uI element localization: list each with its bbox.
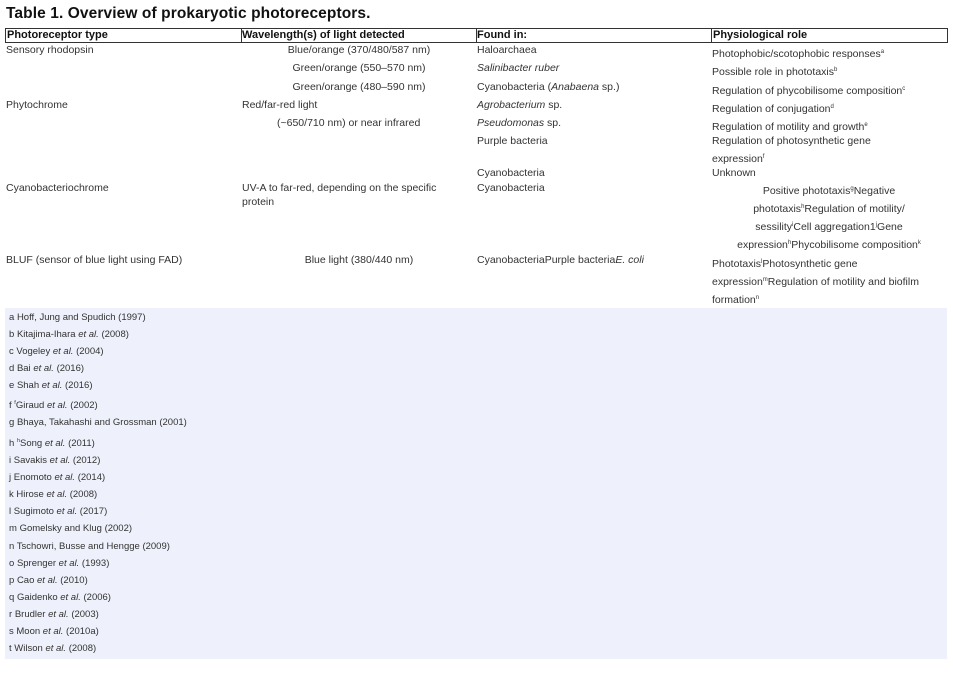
footnote-authors: Tschowri, Busse and Hengge (2009) xyxy=(16,541,170,552)
footnote-authors: Kitajima-Ihara xyxy=(16,329,76,340)
footnote-authors: Shah xyxy=(16,380,40,391)
footnote-item xyxy=(9,575,88,587)
footnote-authors: Enomoto xyxy=(13,472,52,483)
cell-physiological-role xyxy=(712,48,884,61)
footnote-authors: Brudler xyxy=(14,609,46,620)
footnote-marker: h xyxy=(787,240,792,246)
cell-physiological-role xyxy=(712,121,868,134)
footnote-letter: i xyxy=(9,455,12,466)
footnote-letter: q xyxy=(9,592,15,603)
table-header-row xyxy=(5,28,948,43)
cell-wavelength: Green/orange (550–570 nm) xyxy=(292,62,426,74)
organism-name: Agrobacterium xyxy=(477,99,546,111)
footnote-authors: Hirose xyxy=(16,489,44,500)
cell-wavelength: Blue light (380/440 nm) xyxy=(304,254,414,266)
footnote-item xyxy=(9,592,111,604)
cell-physiological-role xyxy=(708,203,950,216)
role-text: Regulation of motility/ xyxy=(804,203,905,215)
cell-found-in: Cyanobacteria xyxy=(477,182,545,194)
cell-photoreceptor-type: Sensory rhodopsin xyxy=(6,44,94,56)
footnote-year: (2010a) xyxy=(66,626,99,637)
footnote-authors: Gomelsky and Klug (2002) xyxy=(19,523,133,534)
organism-name: Pseudomonas xyxy=(477,117,545,129)
footnote-year: (2014) xyxy=(77,472,106,483)
footnote-etal: et al. xyxy=(45,643,67,654)
cell-wavelength: (~650/710 nm) or near infrared xyxy=(277,117,421,129)
footnote-authors: Wilson xyxy=(14,643,43,654)
role-text: Regulation of conjugation xyxy=(712,103,831,115)
footnote-letter: a xyxy=(9,312,15,323)
footnote-year: (2008) xyxy=(68,643,97,654)
footnote-item xyxy=(9,626,99,638)
header-wavelength: Wavelength(s) of light detected xyxy=(242,29,405,41)
cell-physiological-role: Unknown xyxy=(712,167,756,179)
footnote-letter: h xyxy=(9,438,15,449)
footnote-item xyxy=(9,523,132,535)
footnote-item xyxy=(9,417,187,429)
role-text: Possible role in phototaxis xyxy=(712,66,834,78)
cell-physiological-role xyxy=(712,276,919,289)
footnote-letter: f xyxy=(9,400,12,411)
footnote-letter: r xyxy=(9,609,13,620)
footnote-year: (2016) xyxy=(56,363,85,374)
cell-physiological-role xyxy=(708,221,950,234)
footnote-year: (2006) xyxy=(83,592,111,603)
header-found-in: Found in: xyxy=(477,29,528,41)
footnote-year: (2003) xyxy=(71,609,99,620)
role-text: Photosynthetic gene xyxy=(762,258,858,270)
footnote-authors: Giraud xyxy=(15,400,45,411)
footnote-item xyxy=(9,438,95,450)
footnote-year: (2012) xyxy=(72,455,101,466)
footnote-item xyxy=(9,506,107,518)
cell-physiological-role xyxy=(712,294,759,307)
footnote-item xyxy=(9,400,98,412)
cell-physiological-role xyxy=(712,66,837,79)
footnote-item xyxy=(9,380,92,392)
footnote-marker: h xyxy=(801,204,805,210)
footnote-letter: o xyxy=(9,558,15,569)
organism-name: Salinibacter ruber xyxy=(477,62,560,74)
footnote-marker: d xyxy=(830,104,834,110)
header-physiological-role: Physiological role xyxy=(713,29,808,41)
cell-wavelength: Red/far-red light xyxy=(242,99,318,111)
footnote-etal: et al. xyxy=(54,472,76,483)
cell-wavelength: UV-A to far-red, depending on the specific xyxy=(242,182,437,194)
footnote-marker: k xyxy=(917,240,921,246)
role-text: Photophobic/scotophobic responses xyxy=(712,48,881,60)
footnote-letter: n xyxy=(9,541,15,552)
footnote-authors: Bhaya, Takahashi and Grossman (2001) xyxy=(16,417,187,428)
cell-found-in: Purple bacteria xyxy=(477,135,548,147)
footnote-etal: et al. xyxy=(37,575,58,586)
footnote-item xyxy=(9,609,99,621)
footnote-item xyxy=(9,472,105,484)
footnote-letter: l xyxy=(9,506,12,517)
cell-physiological-role xyxy=(712,153,764,166)
cell-found-in xyxy=(477,81,619,94)
footnote-authors: Sugimoto xyxy=(13,506,54,517)
footnote-item xyxy=(9,363,84,375)
footnote-item xyxy=(9,329,129,341)
footnote-letter: t xyxy=(9,643,12,654)
footnote-year: (2008) xyxy=(101,329,129,340)
found-text: sp. xyxy=(545,99,563,111)
footnote-year: (2011) xyxy=(68,438,95,449)
found-text: Cyanobacteria ( xyxy=(477,81,552,93)
footnote-marker: g xyxy=(850,186,854,192)
footnote-marker: n xyxy=(755,295,760,301)
cell-physiological-role xyxy=(712,258,858,271)
role-text: Negative xyxy=(853,185,896,197)
footnote-marker: a xyxy=(880,49,885,55)
cell-found-in: Haloarchaea xyxy=(477,44,537,56)
footnote-marker: f xyxy=(762,154,765,160)
footnote-year: (2017) xyxy=(79,506,108,517)
footnote-authors: Hoff, Jung and Spudich (1997) xyxy=(16,312,146,323)
role-text: sessility xyxy=(755,221,793,233)
role-text: Regulation of motility and biofilm xyxy=(767,276,919,288)
footnote-year: (2016) xyxy=(65,380,93,391)
footnote-etal: et al. xyxy=(46,489,68,500)
footnote-letter: s xyxy=(9,626,14,637)
footnote-etal: et al. xyxy=(49,455,71,466)
footnote-letter: g xyxy=(9,417,15,428)
footnote-authors: Gaidenko xyxy=(16,592,58,603)
cell-physiological-role xyxy=(708,185,950,198)
footnote-etal: et al. xyxy=(48,609,69,620)
footnote-letter: c xyxy=(9,346,14,357)
footnote-marker: b xyxy=(834,67,838,73)
footnote-item xyxy=(9,455,100,467)
cell-found-in: Cyanobacteria xyxy=(477,167,545,179)
footnote-authors: Moon xyxy=(16,626,41,637)
footnote-etal: et al. xyxy=(46,400,68,411)
footnote-etal: et al. xyxy=(52,346,74,357)
organism-name: E. coli xyxy=(615,254,644,266)
cell-wavelength: protein xyxy=(242,196,275,208)
footnote-authors: Vogeley xyxy=(16,346,51,357)
found-text: sp.) xyxy=(599,81,620,93)
footnote-item xyxy=(9,346,104,358)
cell-physiological-role xyxy=(708,239,950,252)
footnote-year: (2004) xyxy=(76,346,104,357)
footnote-letter: e xyxy=(9,380,15,391)
footnote-item xyxy=(9,643,96,655)
footnote-authors: Savakis xyxy=(13,455,48,466)
table-title: Table 1. Overview of prokaryotic photoreceptors. xyxy=(6,5,371,22)
role-text: Gene xyxy=(877,221,903,233)
role-text: expression xyxy=(712,153,763,165)
footnote-etal: et al. xyxy=(58,558,80,569)
cell-physiological-role xyxy=(712,103,834,116)
footnote-year: (2008) xyxy=(69,489,98,500)
role-text: Phototaxis xyxy=(712,258,762,270)
footnote-item xyxy=(9,541,170,553)
footnotes-block xyxy=(5,308,947,659)
footnote-etal: et al. xyxy=(60,592,81,603)
role-text: Regulation of phycobilisome composition xyxy=(712,85,903,97)
cell-found-in xyxy=(477,254,644,267)
cell-photoreceptor-type: Cyanobacteriochrome xyxy=(6,182,109,194)
footnote-letter: d xyxy=(9,363,15,374)
footnote-etal: et al. xyxy=(42,626,64,637)
footnote-authors: Song xyxy=(20,438,43,449)
found-text: sp. xyxy=(544,117,562,129)
cell-physiological-role xyxy=(712,85,905,98)
role-text: Cell aggregation1 xyxy=(793,221,876,233)
footnote-marker: l xyxy=(761,259,763,265)
footnote-etal: et al. xyxy=(56,506,78,517)
role-text: expression xyxy=(712,276,763,288)
footnote-authors: Sprenger xyxy=(16,558,57,569)
footnote-year: (1993) xyxy=(81,558,110,569)
header-photoreceptor-type: Photoreceptor type xyxy=(7,29,108,41)
footnote-marker: f xyxy=(14,400,16,406)
cell-found-in xyxy=(477,62,559,75)
footnote-marker: c xyxy=(902,86,906,92)
cell-found-in xyxy=(477,117,561,130)
cell-wavelength: Green/orange (480–590 nm) xyxy=(292,81,426,93)
footnote-letter: j xyxy=(9,472,12,483)
footnote-etal: et al. xyxy=(41,380,63,391)
role-text: Positive phototaxis xyxy=(762,185,851,197)
role-text: phototaxis xyxy=(753,203,802,215)
organism-name: Anabaena xyxy=(551,81,600,93)
footnote-year: (2010) xyxy=(60,575,88,586)
footnote-marker: h xyxy=(16,438,20,444)
footnote-etal: et al. xyxy=(33,363,54,374)
cell-photoreceptor-type: BLUF (sensor of blue light using FAD) xyxy=(6,254,183,266)
footnote-marker: j xyxy=(875,222,878,228)
footnote-etal: et al. xyxy=(44,438,66,449)
footnote-marker: e xyxy=(864,122,868,128)
header-divider xyxy=(711,29,712,42)
footnote-marker: i xyxy=(792,222,794,228)
cell-physiological-role: Regulation of photosynthetic gene xyxy=(712,135,871,147)
role-text: expression xyxy=(737,239,788,251)
found-text: CyanobacteriaPurple bacteria xyxy=(477,254,616,266)
footnote-letter: p xyxy=(9,575,15,586)
role-text: Phycobilisome composition xyxy=(791,239,918,251)
footnote-letter: k xyxy=(9,489,14,500)
cell-wavelength: Blue/orange (370/480/587 nm) xyxy=(287,44,431,56)
footnote-authors: Cao xyxy=(16,575,35,586)
cell-found-in xyxy=(477,99,562,112)
footnote-letter: b xyxy=(9,329,15,340)
role-text: formation xyxy=(712,294,756,306)
footnote-item xyxy=(9,489,97,501)
cell-photoreceptor-type: Phytochrome xyxy=(6,99,68,111)
footnote-year: (2002) xyxy=(70,400,98,411)
footnote-letter: m xyxy=(9,523,17,534)
footnote-item xyxy=(9,558,109,570)
footnote-authors: Bai xyxy=(16,363,31,374)
role-text: Regulation of motility and growth xyxy=(712,121,865,133)
footnote-marker: m xyxy=(762,277,768,283)
footnote-etal: et al. xyxy=(78,329,99,340)
footnote-item xyxy=(9,312,146,324)
